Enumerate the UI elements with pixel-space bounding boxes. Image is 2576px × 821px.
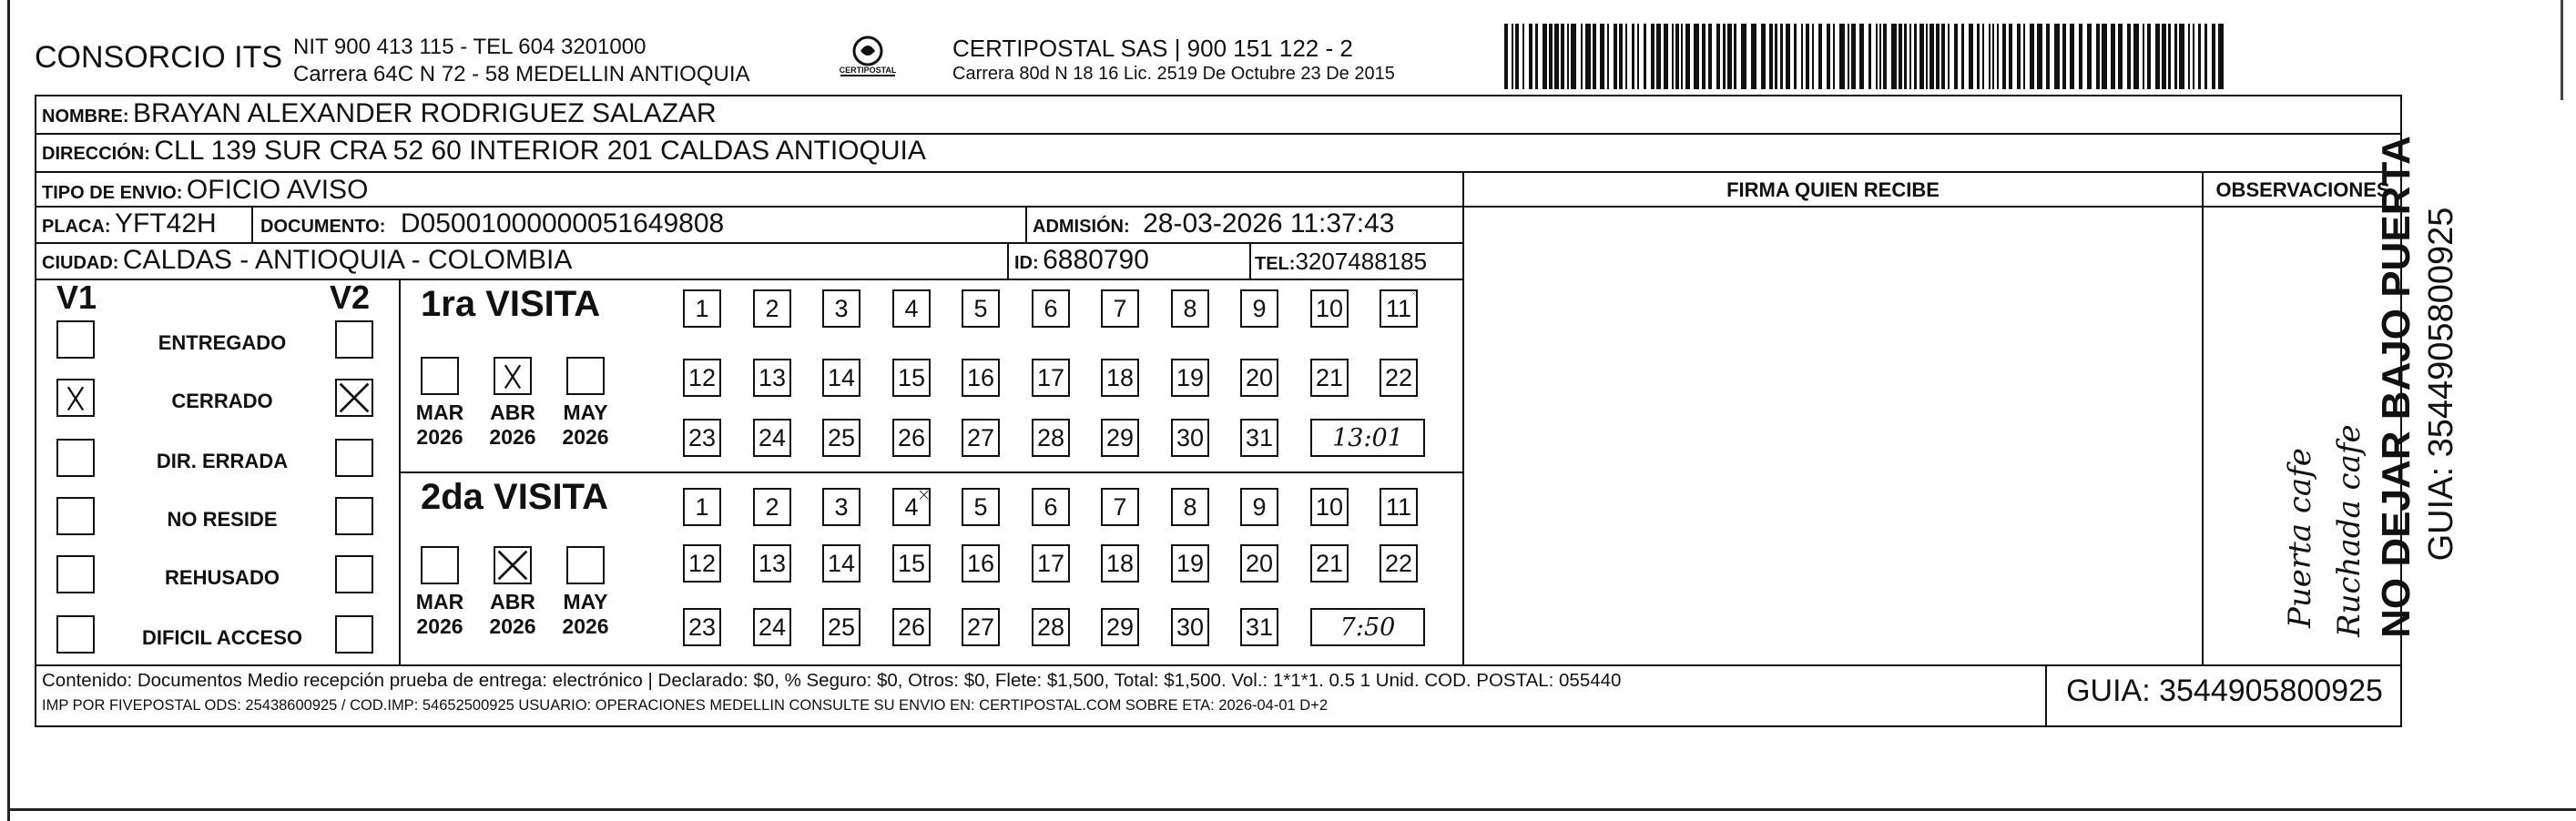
admision-field: [1033, 208, 1394, 239]
check-mark-icon: [1411, 291, 1416, 296]
firma-divider: [1462, 173, 1464, 664]
id-divider: [1007, 242, 1009, 279]
tipo-field: [42, 175, 368, 206]
status-v2-checkbox[interactable]: [335, 615, 373, 654]
day-box[interactable]: 19: [1171, 544, 1209, 583]
month-label: [481, 590, 545, 639]
day-box[interactable]: 17: [1032, 544, 1070, 583]
nombre-value: BRAYAN ALEXANDER RODRIGUEZ SALAZAR: [133, 98, 717, 128]
day-box[interactable]: 21: [1310, 544, 1349, 583]
scan-edge-left: [7, 0, 10, 821]
month-label: [481, 400, 545, 450]
nombre-field: [42, 98, 717, 129]
check-mark-icon: [337, 380, 372, 415]
check-mark-icon: [495, 548, 530, 583]
admision-value: 28-03-2026 11:37:43: [1143, 208, 1395, 238]
day-box[interactable]: 11: [1380, 488, 1418, 526]
tipo-value: OFICIO AVISO: [186, 175, 369, 205]
direccion-field: [42, 136, 926, 167]
status-v1-checkbox[interactable]: [56, 320, 95, 359]
month-name: ABR: [490, 400, 535, 424]
direccion-label: DIRECCIÓN:: [42, 144, 150, 164]
day-box[interactable]: 9: [1240, 488, 1278, 526]
day-box[interactable]: 18: [1101, 544, 1139, 583]
obs-divider: [2202, 173, 2204, 664]
month-checkbox[interactable]: [421, 357, 459, 395]
v1-label: V1: [56, 279, 97, 316]
tipo-underline: [35, 206, 1462, 208]
nombre-label: NOMBRE:: [42, 106, 129, 127]
day-box[interactable]: 2: [753, 289, 791, 328]
company-name: CONSORCIO ITS: [35, 40, 283, 75]
day-box[interactable]: 10: [1310, 289, 1349, 328]
id-label: ID:: [1014, 253, 1039, 273]
documento-field: [260, 208, 724, 239]
day-box[interactable]: 31: [1240, 419, 1278, 457]
status-v1-checkbox[interactable]: [56, 555, 95, 593]
day-box[interactable]: 14: [822, 544, 860, 583]
day-box[interactable]: 16: [962, 359, 1000, 397]
day-box[interactable]: 28: [1032, 608, 1070, 646]
footer-imp-line: IMP POR FIVEPOSTAL ODS: 25438600925 / COD.IMP: 54652500925 USUARIO: OPERACIONES MEDELLIN CONSULTE SU ENVIO EN: CERTIPOSTAL.COM SOBRE ETA: 2026-04-01 D+2: [42, 697, 1329, 714]
status-v1-checkbox[interactable]: [56, 615, 95, 654]
visit-time-box[interactable]: [1310, 419, 1425, 457]
side-notice: NO DEJAR BAJO PUERTA: [2374, 136, 2418, 638]
day-box[interactable]: 17: [1032, 359, 1070, 397]
barcode: [1504, 24, 2225, 89]
status-v2-checkbox[interactable]: [335, 555, 373, 593]
documento-value: D05001000000051649808: [400, 208, 725, 238]
day-box[interactable]: 4: [892, 488, 931, 526]
day-box[interactable]: 4: [892, 289, 931, 328]
month-year: 2026: [562, 425, 609, 449]
ciudad-value: CALDAS - ANTIOQUIA - COLOMBIA: [122, 245, 573, 275]
ciudad-field: [42, 245, 572, 276]
day-box[interactable]: 13: [753, 544, 791, 583]
day-box[interactable]: 15: [892, 359, 931, 397]
month-year: 2026: [416, 425, 463, 449]
day-box[interactable]: 19: [1171, 359, 1209, 397]
placa-underline: [35, 242, 1462, 244]
ciudad-label: CIUDAD:: [42, 253, 119, 273]
tipo-label: TIPO DE ENVIO:: [42, 183, 183, 203]
day-box[interactable]: 20: [1240, 544, 1278, 583]
placa-divider: [251, 206, 253, 242]
day-box[interactable]: 13: [753, 359, 791, 397]
header-underline: [1462, 206, 2402, 208]
day-box[interactable]: 30: [1171, 419, 1209, 457]
visit-time-box[interactable]: [1310, 608, 1425, 646]
day-box[interactable]: 28: [1032, 419, 1070, 457]
side-guia: GUIA: 3544905800925: [2422, 207, 2460, 562]
day-box[interactable]: 26: [892, 608, 931, 646]
day-box[interactable]: 11: [1380, 289, 1418, 328]
placa-label: PLACA:: [42, 217, 111, 237]
day-box[interactable]: 16: [962, 544, 1000, 583]
month-name: MAR: [415, 400, 464, 424]
status-v2-checkbox[interactable]: [335, 497, 373, 535]
day-box[interactable]: 12: [683, 544, 721, 583]
day-box[interactable]: 22: [1380, 359, 1418, 397]
scan-edge-bottom: [7, 808, 2576, 811]
day-box[interactable]: 8: [1171, 289, 1209, 328]
footer-guia: GUIA: 3544905800925: [2066, 674, 2383, 708]
company-address: Carrera 64C N 72 - 58 MEDELLIN ANTIOQUIA: [293, 62, 750, 86]
status-option-label: NO RESIDE: [167, 508, 278, 531]
documento-label: DOCUMENTO:: [260, 217, 386, 237]
firma-header: FIRMA QUIEN RECIBE: [1726, 178, 1940, 201]
day-box[interactable]: 30: [1171, 608, 1209, 646]
day-box[interactable]: 5: [962, 289, 1000, 328]
day-box[interactable]: 5: [962, 488, 1000, 526]
status-v2-checkbox[interactable]: [335, 379, 373, 417]
day-box[interactable]: 23: [683, 419, 721, 457]
status-option-label: REHUSADO: [165, 566, 280, 589]
ciudad-underline: [35, 279, 1462, 280]
status-v2-checkbox[interactable]: [335, 439, 373, 477]
check-mark-icon: [58, 380, 93, 415]
day-box[interactable]: 12: [683, 359, 721, 397]
id-field: [1014, 245, 1149, 276]
day-box[interactable]: 9: [1240, 289, 1278, 328]
footer-divider: [35, 664, 2402, 666]
logo-caption: CERTIPOSTAL: [839, 66, 897, 75]
tel-divider: [1249, 242, 1251, 279]
day-box[interactable]: 2: [753, 488, 791, 526]
day-box[interactable]: 6: [1032, 289, 1070, 328]
month-checkbox[interactable]: [566, 357, 605, 395]
status-v1-checkbox[interactable]: [56, 439, 95, 477]
day-box[interactable]: 25: [822, 608, 860, 646]
status-v2-checkbox[interactable]: [335, 320, 373, 359]
admision-divider: [1025, 206, 1027, 242]
visit2-title: 2da VISITA: [421, 477, 608, 517]
month-checkbox[interactable]: [421, 546, 459, 584]
month-year: 2026: [562, 614, 609, 638]
status-option-label: CERRADO: [171, 390, 273, 412]
barcode-icon: [1504, 24, 2225, 89]
day-box[interactable]: 27: [962, 608, 1000, 646]
observation-note-2: Ruchada cafe: [2331, 424, 2367, 637]
courier-address: Carrera 80d N 18 16 Lic. 2519 De Octubre 23 De 2015: [952, 64, 1395, 84]
check-mark-icon: [495, 359, 530, 393]
v2-label: V2: [330, 279, 371, 316]
month-checkbox[interactable]: [566, 546, 605, 584]
month-year: 2026: [489, 614, 536, 638]
courier-name: CERTIPOSTAL SAS | 900 151 122 - 2: [952, 35, 1353, 62]
day-box[interactable]: 15: [892, 544, 931, 583]
month-name: MAY: [563, 400, 608, 424]
month-year: 2026: [489, 425, 536, 449]
observation-note-1: Puerta cafe: [2282, 448, 2318, 628]
status-option-label: DIFICIL ACCESO: [141, 626, 302, 649]
day-box[interactable]: 1: [683, 488, 721, 526]
day-box[interactable]: 3: [822, 289, 860, 328]
day-box[interactable]: 24: [753, 419, 791, 457]
visit-time-handwritten: 13:01: [1332, 424, 1403, 452]
status-option-label: ENTREGADO: [158, 331, 287, 354]
id-value: 6880790: [1043, 245, 1149, 275]
placa-field: [42, 208, 217, 239]
day-box[interactable]: 10: [1310, 488, 1349, 526]
visit-separator: [399, 471, 1462, 473]
day-box[interactable]: 22: [1380, 544, 1418, 583]
status-v1-checkbox[interactable]: [56, 379, 95, 417]
month-label: [554, 590, 617, 639]
check-mark-icon: [919, 490, 929, 500]
month-checkbox[interactable]: [494, 357, 532, 395]
visit1-title: 1ra VISITA: [421, 284, 601, 324]
observaciones-header: OBSERVACIONES: [2215, 178, 2390, 201]
day-box[interactable]: 23: [683, 608, 721, 646]
day-box[interactable]: 21: [1310, 359, 1349, 397]
tel-value: 3207488185: [1295, 248, 1428, 275]
tel-field: [1255, 248, 1427, 276]
status-option-label: DIR. ERRADA: [156, 450, 289, 472]
day-box[interactable]: 8: [1171, 488, 1209, 526]
certipostal-logo: [836, 33, 900, 87]
day-box[interactable]: 29: [1101, 608, 1139, 646]
month-label: [408, 400, 472, 450]
status-v1-checkbox[interactable]: [56, 497, 95, 535]
day-box[interactable]: 7: [1101, 488, 1139, 526]
day-box[interactable]: 24: [753, 608, 791, 646]
day-box[interactable]: 14: [822, 359, 860, 397]
day-box[interactable]: 18: [1101, 359, 1139, 397]
day-box[interactable]: 26: [892, 419, 931, 457]
tel-label: TEL:: [1255, 254, 1296, 274]
day-box[interactable]: 7: [1101, 289, 1139, 328]
day-box[interactable]: 1: [683, 289, 721, 328]
day-box[interactable]: 25: [822, 419, 860, 457]
visit-time-handwritten: 7:50: [1339, 613, 1396, 642]
month-checkbox[interactable]: [494, 546, 532, 584]
day-box[interactable]: 29: [1101, 419, 1139, 457]
direccion-value: CLL 139 SUR CRA 52 60 INTERIOR 201 CALDAS ANTIOQUIA: [154, 136, 926, 166]
scan-edge-right: [2561, 0, 2563, 100]
day-box[interactable]: 27: [962, 419, 1000, 457]
month-name: ABR: [490, 590, 535, 613]
day-box[interactable]: 20: [1240, 359, 1278, 397]
day-box[interactable]: 3: [822, 488, 860, 526]
company-nit: NIT 900 413 115 - TEL 604 3201000: [293, 35, 647, 59]
month-name: MAR: [415, 590, 464, 613]
admision-label: ADMISIÓN:: [1033, 217, 1130, 237]
month-year: 2026: [416, 614, 463, 638]
month-label: [554, 400, 617, 450]
placa-value: YFT42H: [115, 208, 217, 238]
month-label: [408, 590, 472, 639]
footer-content-line: Contenido: Documentos Medio recepción prueba de entrega: electrónico | Declarado: $0, % Seguro: $0, Otros: $0, Flete: $1,500, Total: $1,500. Vol.: 1*1*1. 0.5 1 Unid. COD. POSTAL: 055440: [42, 670, 1622, 691]
day-box[interactable]: 31: [1240, 608, 1278, 646]
month-name: MAY: [563, 590, 608, 613]
day-box[interactable]: 6: [1032, 488, 1070, 526]
